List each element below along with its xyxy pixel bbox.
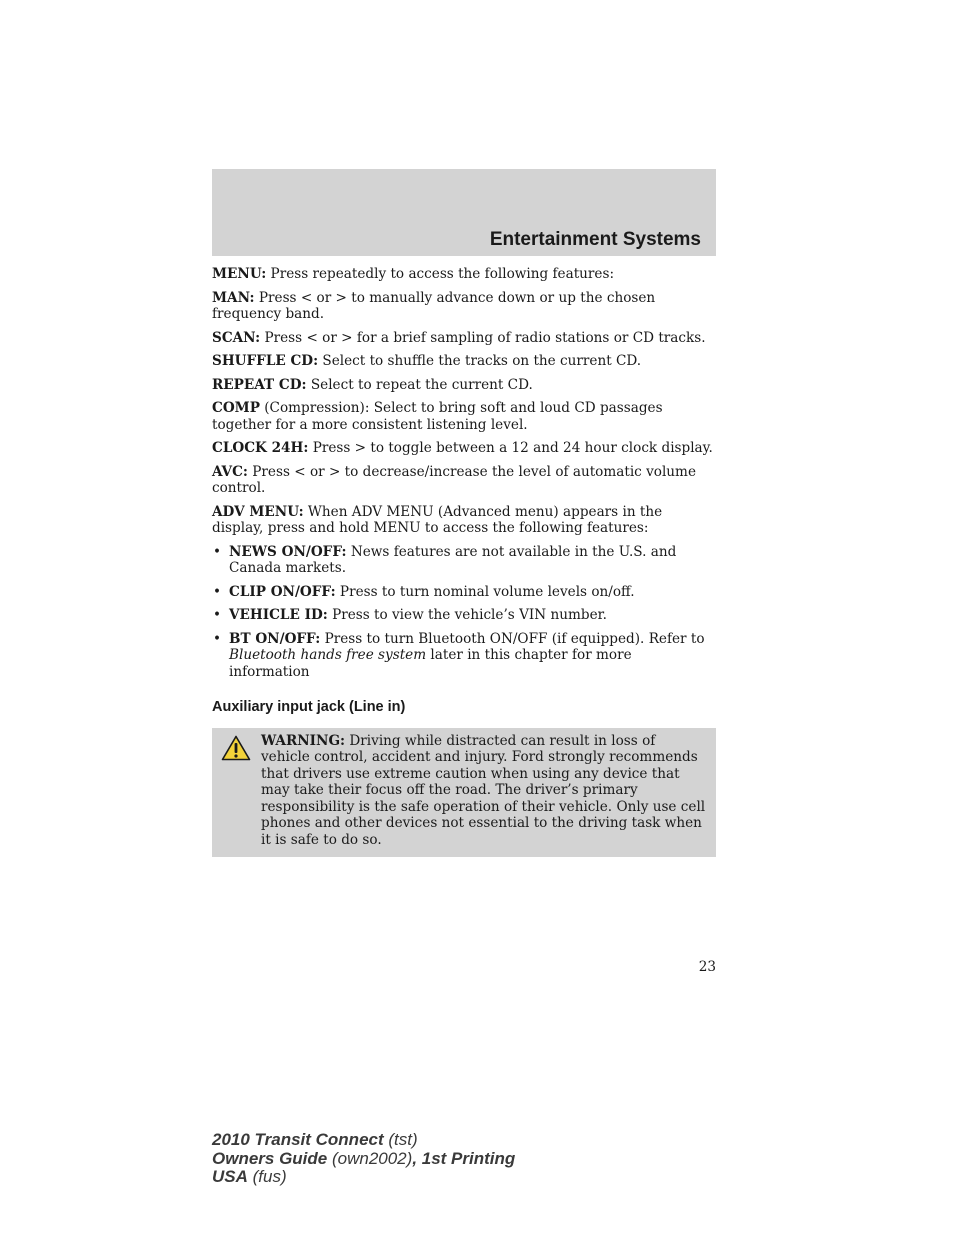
bullet-icon: • [213,543,222,560]
man-item [212,290,716,323]
description: Select to shuffle the tracks on the current CD. [318,353,642,369]
term: AVC: [212,463,248,480]
term: COMP [212,400,260,416]
bullet-icon: • [213,630,222,647]
shuffle-cd-item [212,353,716,370]
term: REPEAT CD: [212,376,307,393]
term: SHUFFLE CD: [212,353,319,369]
market-code: (fus) [247,1167,287,1186]
bullet-icon: • [213,583,222,600]
warning-body: Driving while distracted can result in loss of vehicle control, accident and injury. Ford strongly recommends that drivers use extreme caution when using any device that may take their focus off the road. The driver’s primary responsibility is the safe operation of their vehicle. Only use cell phones and other devices not essential to the driving task when it is safe to do so. [261,732,706,848]
warning-label: WARNING: [261,732,346,749]
footer-line-guide [212,1150,515,1169]
term: CLIP ON/OFF: [229,583,336,600]
description: Press < or > for a brief sampling of radio stations or CD tracks. [260,329,706,346]
term: CLOCK 24H: [212,440,309,456]
description: Press < or > to decrease/increase the level of automatic volume control. [212,463,696,496]
adv-menu-item [212,504,716,537]
scan-item [212,330,716,347]
description-tail: later in this chapter for more information [229,647,632,680]
guide-name: Owners Guide [212,1148,328,1168]
term: MENU: [212,266,267,282]
warning-box [212,728,716,858]
bullet-icon: • [213,607,222,623]
description: Press > to toggle between a 12 and 24 hour clock display. [308,440,713,456]
page-number: 23 [698,959,716,975]
subheading: Auxiliary input jack (Line in) [212,699,406,715]
list-item [212,544,716,577]
section-title: Entertainment Systems [489,229,701,250]
page-content [212,266,716,857]
repeat-cd-item [212,377,716,394]
description: Press < or > to manually advance down or up the chosen frequency band. [212,289,656,322]
term: NEWS ON/OFF: [229,543,347,560]
warning-text [218,733,708,849]
term: MAN: [212,289,255,306]
warning-triangle-icon [221,735,251,761]
list-item [212,607,716,624]
description: Press to turn Bluetooth ON/OFF (if equipped). Refer to [320,630,705,647]
term: VEHICLE ID: [229,607,328,623]
footer-line-market [212,1168,515,1187]
section-header-band [212,169,716,256]
adv-menu-feature-list [212,544,716,681]
clock-24h-item [212,440,716,457]
model-code: (tst) [383,1130,418,1149]
description: News features are not available in the U.S. and Canada markets. [229,543,677,576]
description: Press to turn nominal volume levels on/off. [335,583,635,600]
printing: , 1st Printing [412,1148,516,1168]
description: Select to repeat the current CD. [306,376,533,393]
list-item [212,584,716,601]
comp-item [212,400,716,433]
list-item [212,631,716,681]
avc-item [212,464,716,497]
description: When ADV MENU (Advanced menu) appears in the display, press and hold MENU to access the following features: [212,503,663,536]
model-name: 2010 Transit Connect [212,1130,384,1149]
market-name: USA [212,1167,248,1186]
term: SCAN: [212,329,261,346]
footer-line-model [212,1131,515,1150]
document-footer [212,1131,515,1187]
term: BT ON/OFF: [229,630,321,647]
description: Press repeatedly to access the following features: [266,266,615,282]
menu-item [212,266,716,283]
term: ADV MENU: [212,503,304,520]
description: Press to view the vehicle’s VIN number. [327,607,607,623]
cross-reference: Bluetooth hands free system [229,647,427,663]
description: (Compression): Select to bring soft and loud CD passages together for a more consistent listening level. [212,400,663,433]
guide-code: (own2002) [327,1148,413,1168]
